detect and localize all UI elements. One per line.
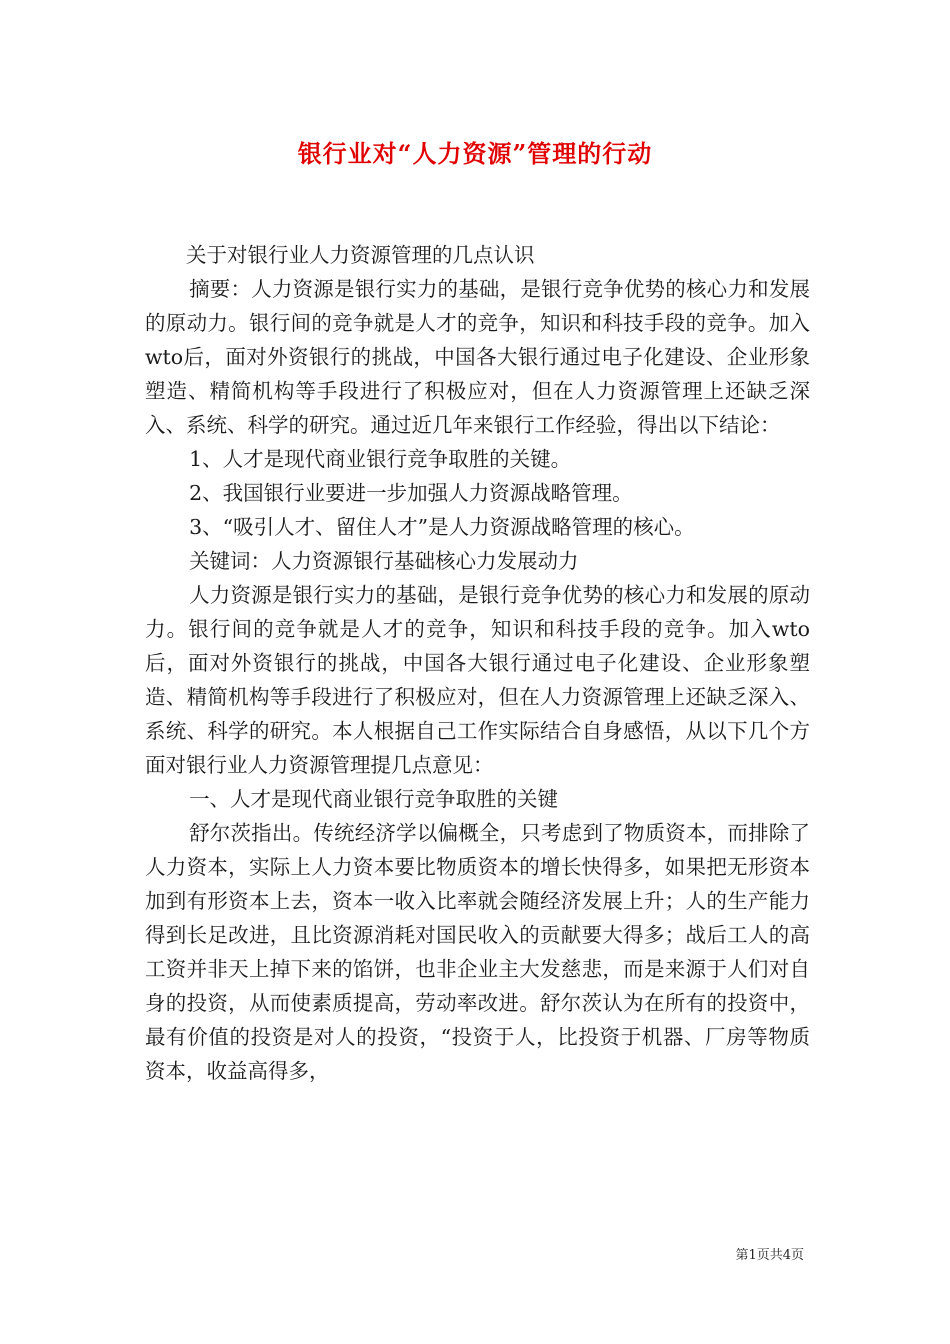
section-subtitle: 关于对银行业人力资源管理的几点认识 bbox=[186, 243, 535, 267]
page-title: 银行业对“人力资源”管理的行动 bbox=[297, 139, 653, 168]
page-indicator: 第1页共4页 bbox=[735, 1248, 804, 1263]
body-paragraph: 舒尔茨指出。传统经济学以偏概全，只考虑到了物质资本，而排除了人力资本，实际上人力资本要比物质资本的增长快得多，如果把无形资本加到有形资本上去，资本一收入比率就会随经济发展上升；人的生产能力得到长足改进，且比资源消耗对国民收入的贡献要大得多；战后工人的高工资并非天上掉下来的馅饼，也非企业主大发慈悲，而是来源于人们对自身的投资，从而使素质提高，劳动率改进。舒尔茨认为在所有的投资中，最有价值的投资是对人的投资，“投资于人，比投资于机器、厂房等物质资本，收益高得多， bbox=[145, 821, 810, 1083]
conclusion-item-1: 1、人才是现代商业银行竞争取胜的关键。 bbox=[189, 447, 572, 471]
keywords-line: 关键词：人力资源银行基础核心力发展动力 bbox=[189, 549, 579, 573]
section-heading: 一、人才是现代商业银行竞争取胜的关键 bbox=[189, 787, 559, 811]
conclusion-item-2: 2、我国银行业要进一步加强人力资源战略管理。 bbox=[189, 481, 633, 505]
document-body bbox=[145, 238, 810, 1088]
conclusion-item-3: 3、“吸引人才、留住人才”是人力资源战略管理的核心。 bbox=[189, 515, 695, 539]
body-paragraph: 人力资源是银行实力的基础，是银行竞争优势的核心力和发展的原动力。银行间的竞争就是人才的竞争，知识和科技手段的竞争。加入wto后，面对外资银行的挑战，中国各大银行通过电子化建设、企业形象塑造、精简机构等手段进行了积极应对，但在人力资源管理上还缺乏深入、系统、科学的研究。本人根据自己工作实际结合自身感悟，从以下几个方面对银行业人力资源管理提几点意见： bbox=[145, 583, 810, 777]
abstract-paragraph: 摘要：人力资源是银行实力的基础，是银行竞争优势的核心力和发展的原动力。银行间的竞争就是人才的竞争，知识和科技手段的竞争。加入wto后，面对外资银行的挑战，中国各大银行通过电子化建设、企业形象塑造、精简机构等手段进行了积极应对，但在人力资源管理上还缺乏深入、系统、科学的研究。通过近几年来银行工作经验，得出以下结论： bbox=[145, 277, 810, 437]
